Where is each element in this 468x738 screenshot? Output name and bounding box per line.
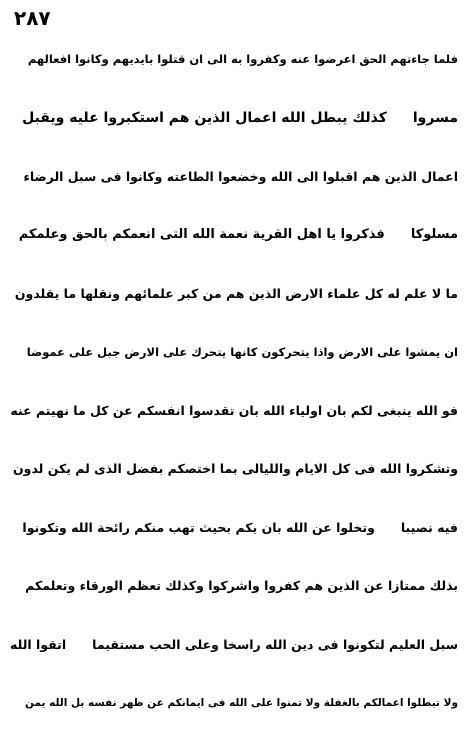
line-text: اعمال الذين هم اقبلوا الى الله وخضعوا الطاعته وكانوا فى سبل الرضاء: [23, 168, 458, 184]
text-line-2: [10, 89, 458, 148]
text-line-8: [10, 440, 458, 499]
line-segment: فذكروا يا اهل القرية نعمة الله التى انعمكم بالحق وعلمكم: [18, 227, 385, 243]
text-line-11: [10, 615, 458, 674]
line-text: ولا تبطلوا اعمالكم بالغفلة ولا تمنوا على الله فى ايمانكم عن ظهر نفسه بل الله يمن: [25, 696, 458, 709]
text-line-6: [10, 323, 458, 382]
line-text: ان يمشوا على الارض واذا يتحركون كانها يتحرك على الارض جبل على عموضا: [26, 344, 458, 359]
text-line-3: [10, 147, 458, 206]
line-segment: مسلوكا: [410, 227, 458, 243]
line-text: فلما جاءتهم الحق اعرضوا عنه وكفروا به الى ان قتلوا بايديهم وكانوا افعالهم: [27, 52, 458, 67]
line-segment: سبل العليم لتكونوا فى دين الله راسخا وعلى الحب مستقيما: [92, 636, 458, 652]
line-text: ما لا علم له كل علماء الارض الذين هم من كبر علمائهم ونقلها ما يقلدون: [14, 285, 458, 301]
page-number: ٢٨٧: [14, 6, 51, 30]
text-line-7: [10, 381, 458, 440]
text-line-1: [10, 30, 458, 89]
line-text: بذلك ممتازا عن الذين هم كفروا واشركوا وكذلك تعظم الورقاء وتعلمكم: [25, 578, 458, 594]
line-segment: كذلك يبطل الله اعمال الذين هم استكبروا عليه ويقبل: [22, 109, 387, 126]
text-line-10: [10, 557, 458, 616]
text-line-12: [10, 674, 458, 733]
text-line-5: [10, 264, 458, 323]
line-segment: اتقوا الله: [10, 636, 67, 652]
text-block: [10, 30, 458, 732]
line-segment: وتخلوا عن الله بان يكم بحيث تهب منكم رائحة الله وتكونوا: [22, 519, 375, 535]
line-segment: مسروا: [412, 109, 458, 126]
text-line-9: [10, 498, 458, 557]
line-text: وتشكروا الله فى كل الايام والليالى بما اختصكم بفضل الذى لم يكن لدون: [13, 461, 458, 477]
line-segment: فيه نصيبا: [400, 519, 458, 535]
text-line-4: [10, 206, 458, 265]
line-text: فو الله ينبغى لكم بان اولياء الله بان تقدسوا انفسكم عن كل ما نهيتم عنه: [10, 402, 458, 418]
